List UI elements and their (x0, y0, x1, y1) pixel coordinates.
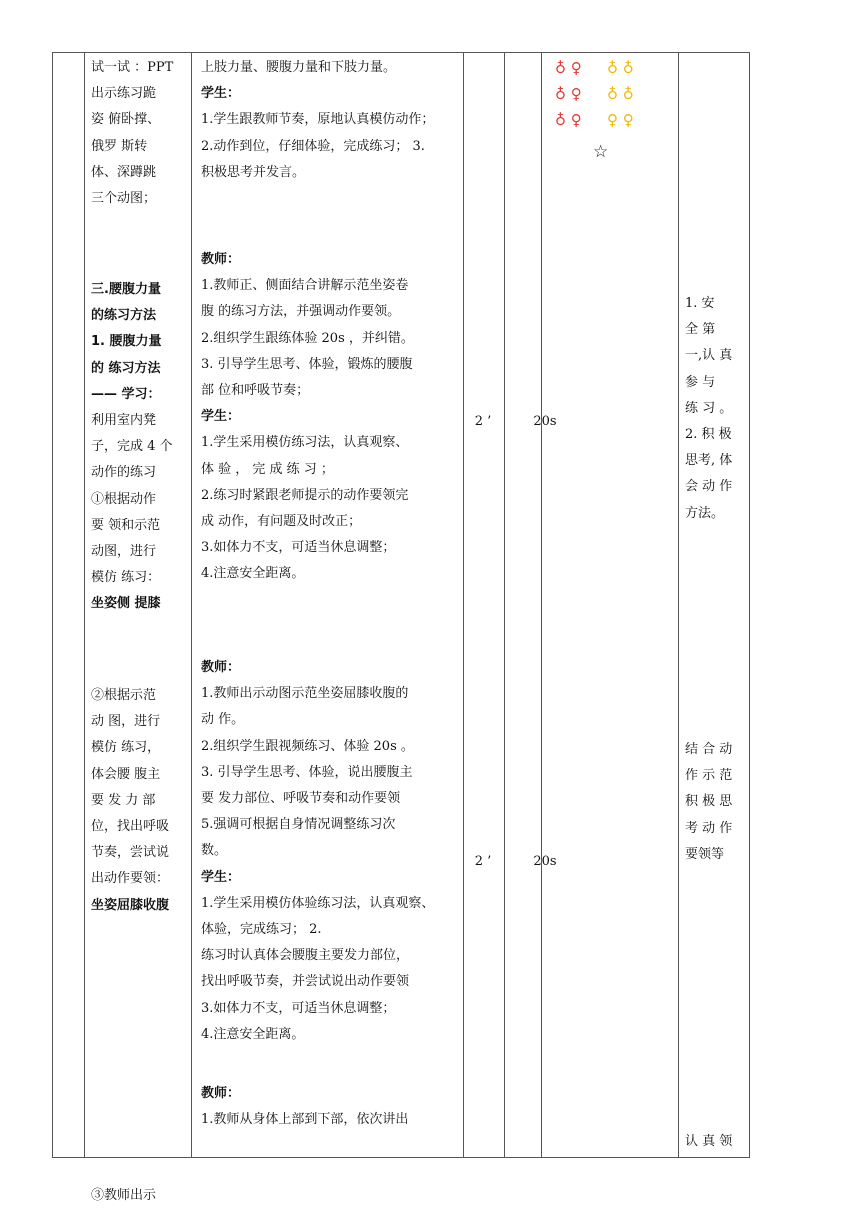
text-line: 模仿 练习， (91, 740, 161, 756)
text-line: 要 领和示范 (91, 517, 161, 533)
text-line: 4.注意安全距离。 (201, 1026, 305, 1042)
text-line: 1.学生跟教师节奏，原地认真模仿动作； (201, 112, 435, 128)
text-line: 动 作。 (201, 712, 245, 728)
teacher-label: 教师： (201, 252, 241, 267)
text-line: 体、深蹲跳 (91, 164, 157, 180)
text-line: —— 学习： (91, 386, 161, 402)
column-divider (541, 53, 542, 1157)
text-line: 俄罗 斯转 (91, 138, 148, 154)
column-divider (463, 53, 464, 1157)
text-line: 考 动 作 (685, 820, 733, 836)
text-line: 位，找出呼吸 (91, 819, 170, 835)
text-line: 动 图，进行 (91, 714, 161, 730)
requirements-block-1 (685, 291, 745, 527)
text-line: 部 位和呼吸节奏； (201, 383, 310, 399)
text-line: 结 合 动 (685, 742, 733, 757)
text-line: 3. 引导学生思考、体验，锻炼的腰腹 (201, 356, 413, 372)
duration-cell-2: 20s (533, 854, 557, 869)
text-line: 要领等 (685, 846, 725, 862)
exercise-name-side-knee-raise: 坐姿侧 提膝 (91, 596, 161, 612)
text-line: 1.教师从身体上部到下部，依次讲出 (201, 1112, 409, 1128)
activities-block-1: 上肢力量、腰腹力量和下肢力量。 学生： 1.学生跟教师节奏，原地认真模仿动作； 2.动作到位，仔细体验，完成练习； 3. 积极思考并发言。 (201, 55, 459, 186)
time-cell-2: 2 ’ (474, 854, 492, 869)
text-line: 姿 俯卧撑、 (91, 112, 161, 128)
text-line: 的练习方法 (91, 308, 157, 324)
student-marker-yellow: ♁ ♁ (607, 85, 634, 103)
activities-block-4 (201, 1081, 459, 1133)
method-column-third: ③教师出示 (91, 1188, 157, 1203)
method-column-core-practice (91, 277, 187, 618)
text-line: 腹 的练习方法，并强调动作要领。 (201, 304, 401, 320)
text-line: 利用室内凳 (91, 413, 157, 429)
text-line: 要 发力部位、呼吸节奏和动作要领 (201, 791, 401, 807)
student-marker-red: ♁ ♀ (555, 111, 582, 129)
text-line: 思考, 体 (685, 453, 733, 469)
text-line: 子，完成 4 个 (91, 439, 173, 455)
requirements-block-3: 认 真 领 (685, 1134, 733, 1149)
exercise-name-seated-crunch: 坐姿屈膝收腹 (91, 897, 170, 913)
text-line: 节奏，尝试说 (91, 845, 170, 861)
text-line: 3.如体力不支，可适当休息调整； (201, 540, 396, 556)
method-column-second-exercise (91, 683, 187, 919)
column-divider (504, 53, 505, 1157)
text-line: 积 极 思 (685, 794, 733, 810)
text-line: 1. 腰腹力量 (91, 334, 162, 350)
text-line: 找出呼吸节奏，并尝试说出动作要领 (201, 974, 410, 990)
text-line: 2.组织学生跟练体验 20s ，并纠错。 (201, 330, 414, 346)
text-line: 数。 (201, 843, 228, 859)
lesson-plan-table (52, 52, 750, 1203)
student-label: 学生： (201, 409, 241, 425)
text-line: 1.学生采用模仿练习法，认真观察、 (201, 435, 409, 451)
text-line: 2.组织学生跟视频练习、体验 20s 。 (201, 738, 414, 754)
activities-block-3 (201, 655, 459, 1048)
text-line: 成 动作，有问题及时改正； (201, 514, 362, 530)
text-line: 试一试 ：PPT (91, 60, 174, 75)
student-marker-yellow: ♁ ♁ (607, 59, 634, 77)
method-column-top (91, 55, 187, 212)
text-line: 出示练习跪 (91, 86, 157, 102)
text-line: 练 习 。 (685, 400, 733, 416)
text-line: 练习时认真体会腰腹主要发力部位， (201, 948, 410, 964)
text-line: 1. 安 (685, 296, 715, 311)
text-line: 模仿 练习： (91, 570, 161, 586)
student-marker-red: ♁ ♀ (555, 85, 582, 103)
text-line: 会 动 作 (685, 479, 733, 495)
text-line: 体验，完成练习； 2. (201, 922, 322, 938)
text-line: 的 练习方法 (91, 360, 161, 376)
text-line: 1.教师出示动图示范坐姿屈膝收腹的 (201, 686, 409, 702)
text-line: 1.学生采用模仿体验练习法，认真观察、 (201, 895, 435, 911)
column-divider (191, 53, 192, 1157)
text-line: 2.动作到位，仔细体验，完成练习； 3. (201, 138, 425, 154)
teacher-label: 教师： (201, 660, 241, 675)
text-line: 方法。 (685, 505, 725, 521)
duration-cell-1: 20s (533, 414, 557, 429)
text-line: ①根据动作 (91, 491, 157, 507)
text-line: 三.腰腹力量 (91, 282, 161, 297)
student-label: 学生： (201, 869, 241, 885)
teacher-label: 教师： (201, 1086, 241, 1101)
text-line: 作 示 范 (685, 768, 733, 784)
text-line: 1.教师正、侧面结合讲解示范坐姿卷 (201, 278, 409, 294)
text-line: ②根据示范 (91, 688, 157, 703)
time-cell-1: 2 ’ (474, 414, 492, 429)
column-divider (84, 53, 85, 1157)
text-line: 三个动图； (91, 191, 157, 207)
activities-block-2 (201, 247, 459, 588)
text-line: 积极思考并发言。 (201, 164, 306, 180)
text-line: 全 第 (685, 322, 716, 338)
student-label: 学生： (201, 86, 241, 102)
text-line: 动图，进行 (91, 544, 157, 560)
requirements-block-2 (685, 737, 745, 868)
student-marker-yellow: ♀ ♀ (607, 111, 634, 129)
text-line: 出动作要领： (91, 871, 170, 887)
text-line: 5.强调可根据自身情况调整练习次 (201, 817, 396, 833)
text-line: 一,认 真 (685, 348, 733, 364)
text-line: 2. 积 极 (685, 427, 732, 443)
student-marker-red: ♁ ♀ (555, 59, 582, 77)
text-line: 参 与 (685, 374, 716, 390)
text-line: 2.练习时紧跟老师提示的动作要领完 (201, 487, 409, 503)
text-line: 体会腰 腹主 (91, 766, 161, 782)
column-divider (678, 53, 679, 1157)
text-line: 3. 引导学生思考、体验，说出腰腹主 (201, 764, 413, 780)
text-line: 3.如体力不支，可适当休息调整； (201, 1000, 396, 1016)
text-line: 动作的练习 (91, 465, 157, 481)
teacher-star-icon: ☆ (593, 142, 609, 162)
text-line: 体 验 ， 完 成 练 习 ； (201, 461, 334, 477)
text-line: 要 发 力 部 (91, 792, 156, 808)
text-line: 4.注意安全距离。 (201, 566, 305, 582)
